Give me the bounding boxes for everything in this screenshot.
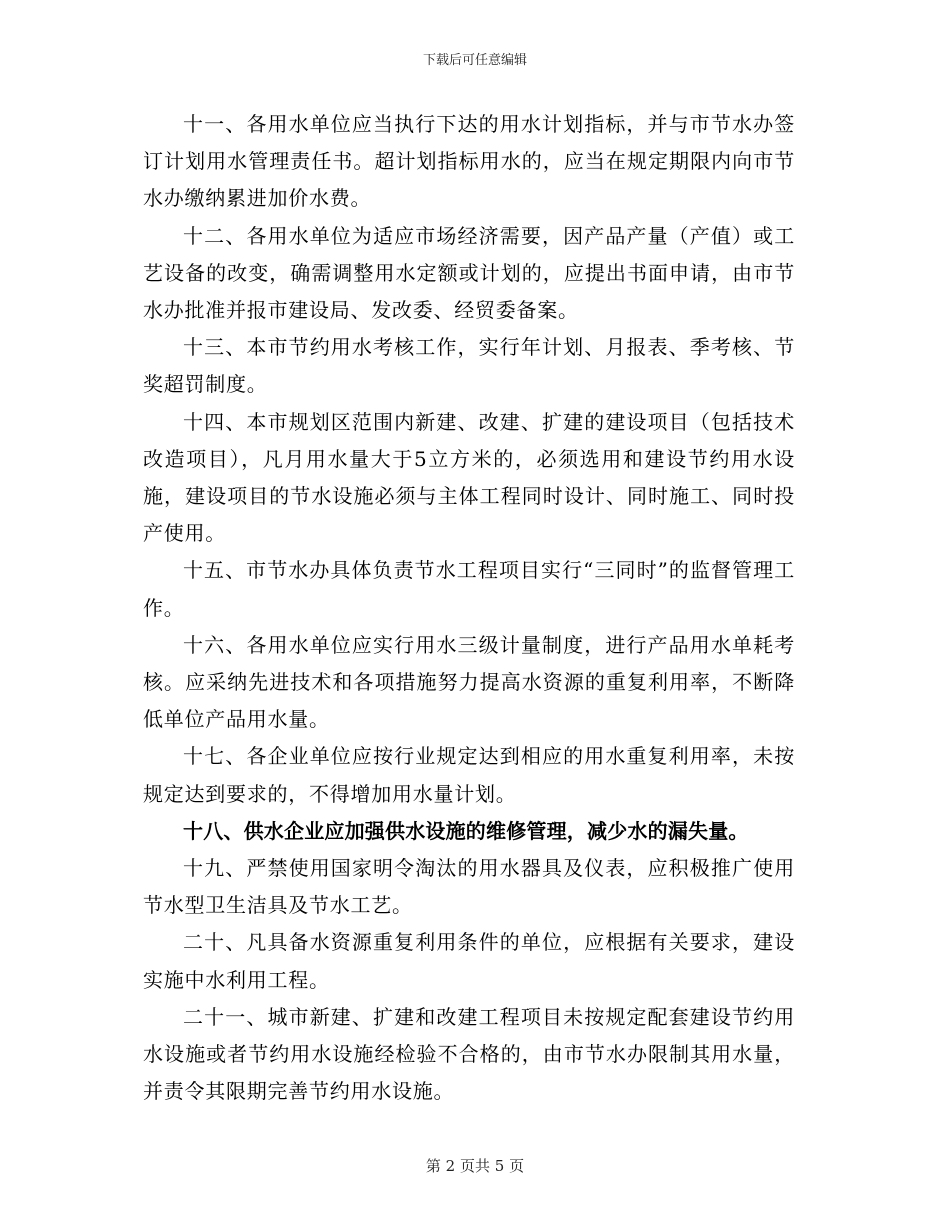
paragraph-16: 十六、各用水单位应实行用水三级计量制度，进行产品用水单耗考核。应采纳先进技术和各项措施努力提高水资源的重复利用率，不断降低单位产品用水量。 xyxy=(143,632,795,732)
paragraph-21: 二十一、城市新建、扩建和改建工程项目未按规定配套建设节约用水设施或者节约用水设施经检验不合格的，由市节水办限制其用水量，并责令其限期完善节约用水设施。 xyxy=(143,1004,795,1104)
paragraph-20: 二十、凡具备水资源重复利用条件的单位，应根据有关要求，建设实施中水利用工程。 xyxy=(143,930,795,992)
paragraph-11: 十一、各用水单位应当执行下达的用水计划指标，并与市节水办签订计划用水管理责任书。超计划指标用水的，应当在规定期限内向市节水办缴纳累进加价水费。 xyxy=(143,112,795,211)
document-body xyxy=(143,106,795,1110)
page-footer: 第 2 页共 5 页 xyxy=(425,1157,525,1175)
paragraph-17: 十七、各企业单位应按行业规定达到相应的用水重复利用率，未按规定达到要求的，不得增加用水量计划。 xyxy=(143,744,795,806)
paragraph-12: 十二、各用水单位为适应市场经济需要，因产品产量（产值）或工艺设备的改变，确需调整用水定额或计划的，应提出书面申请，由市节水办批准并报市建设局、发改委、经贸委备案。 xyxy=(143,223,795,323)
paragraph-14: 十四、本市规划区范围内新建、改建、扩建的建设项目（包括技术改造项目），凡月用水量大于5立方米的，必须选用和建设节约用水设施，建设项目的节水设施必须与主体工程同时设计、同时施工、同时投产使用。 xyxy=(143,409,795,546)
page-header: 下载后可任意编辑 xyxy=(422,53,527,68)
paragraph-18: 十八、供水企业应加强供水设施的维修管理，减少水的漏失量。 xyxy=(183,818,749,843)
paragraph-15: 十五、市节水办具体负责节水工程项目实行“三同时”的监督管理工作。 xyxy=(143,558,795,620)
paragraph-19: 十九、严禁使用国家明令淘汰的用水器具及仪表，应积极推广使用节水型卫生洁具及节水工艺。 xyxy=(143,856,795,918)
paragraph-13: 十三、本市节约用水考核工作，实行年计划、月报表、季考核、节奖超罚制度。 xyxy=(143,335,795,397)
